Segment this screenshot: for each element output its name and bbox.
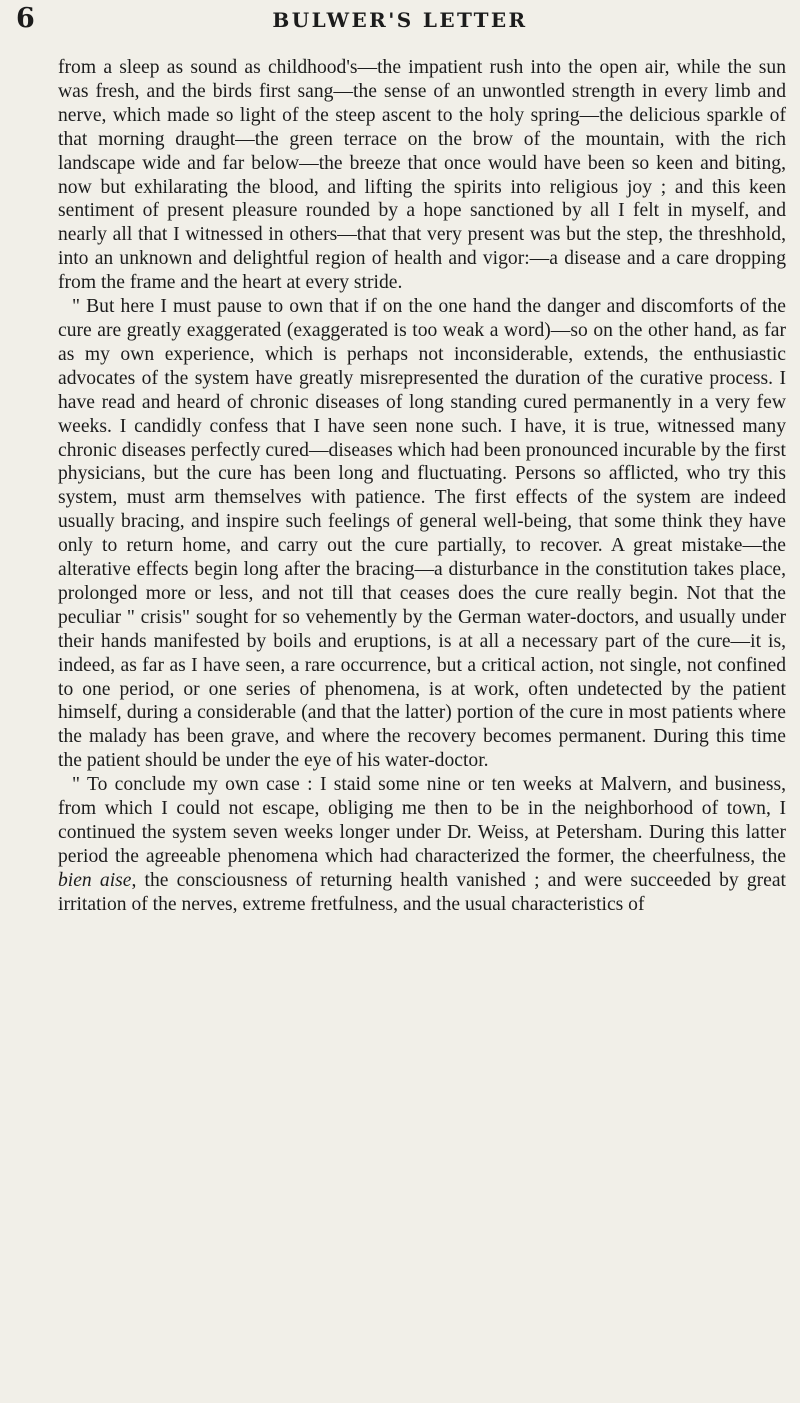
paragraph-2: " But here I must pause to own that if on the one hand the danger and discomforts of the cure are greatly exaggerated (exaggerated is too weak a word)—so on the other hand, as far as my own experience, which is perhaps not inconsiderable, extends, the enthusiastic advocates of the system have greatly misrepresented the duration of the curative process. I have read and heard of chronic diseases of long standing cured permanently in a very few weeks. I candidly confess that I have seen none such. I have, it is true, witnessed many chronic diseases perfectly cured—diseases which had been pronounced incurable by the first physicians, but the cure has been long and fluctuating. Persons so afflicted, who try this system, must arm themselves with patience. The first effects of the system are indeed usually bracing, and inspire such feelings of general well-being, that some think they have only to return home, and carry out the cure partially, to recover. A great mistake—the alterative effects begin long after the bracing—a disturbance in the constitution takes place, prolonged more or less, and not till that ceases does the cure really begin. Not that the peculiar " crisis" sought for so vehemently by the German water-doctors, and usually under their hands manifested by boils and eruptions, is at all a necessary part of the cure—it is, indeed, as far as I have seen, a rare occurrence, but a critical action, not single, not confined to one period, or one series of phenomena, is at work, often undetected by the patient himself, during a considerable (and that the latter) portion of the cure in most patients where the malady has been grave, and where the recovery becomes permanent. During this time the patient should be under the eye of his water-doctor.: [58, 296, 786, 772]
paragraph-3-text-end: , the consciousness of returning health vanished ; and were succeeded by great irritation of the nerves, extreme fretfulness, and the usual characteristics of: [58, 869, 786, 915]
body-text: [58, 56, 786, 917]
paragraph-1: from a sleep as sound as childhood's—the impatient rush into the open air, while the sun was fresh, and the birds first sang—the sense of an unwontled strength in every limb and nerve, which made so light of the steep ascent to the holy spring—the delicious sparkle of that morning draught—the green terrace on the brow of the mountain, with the rich landscape wide and far below—the breeze that once would have been so keen and biting, now but exhilarating the blood, and lifting the spirits into religious joy ; and this keen sentiment of present pleasure rounded by a hope sanctioned by all I felt in myself, and nearly all that I witnessed in others—that that very present was but the step, the threshhold, into an unknown and delightful region of health and vigor:—a disease and a care dropping from the frame and the heart at every stride.: [58, 57, 786, 294]
paragraph-3: [58, 773, 786, 916]
running-title: BULWER'S LETTER: [272, 8, 528, 32]
page-header: [16, 2, 784, 36]
paragraph-3-text-start: " To conclude my own case : I staid some nine or ten weeks at Malvern, and business, from which I could not escape, obliging me then to be in the neighborhood of town, I continued the system seven weeks longer under Dr. Weiss, at Petersham. During this latter period the agreeable phenomena which had characterized the former, the cheerfulness, the: [58, 774, 786, 867]
page-number: 6: [16, 3, 35, 34]
italic-phrase: bien aise: [58, 869, 132, 891]
